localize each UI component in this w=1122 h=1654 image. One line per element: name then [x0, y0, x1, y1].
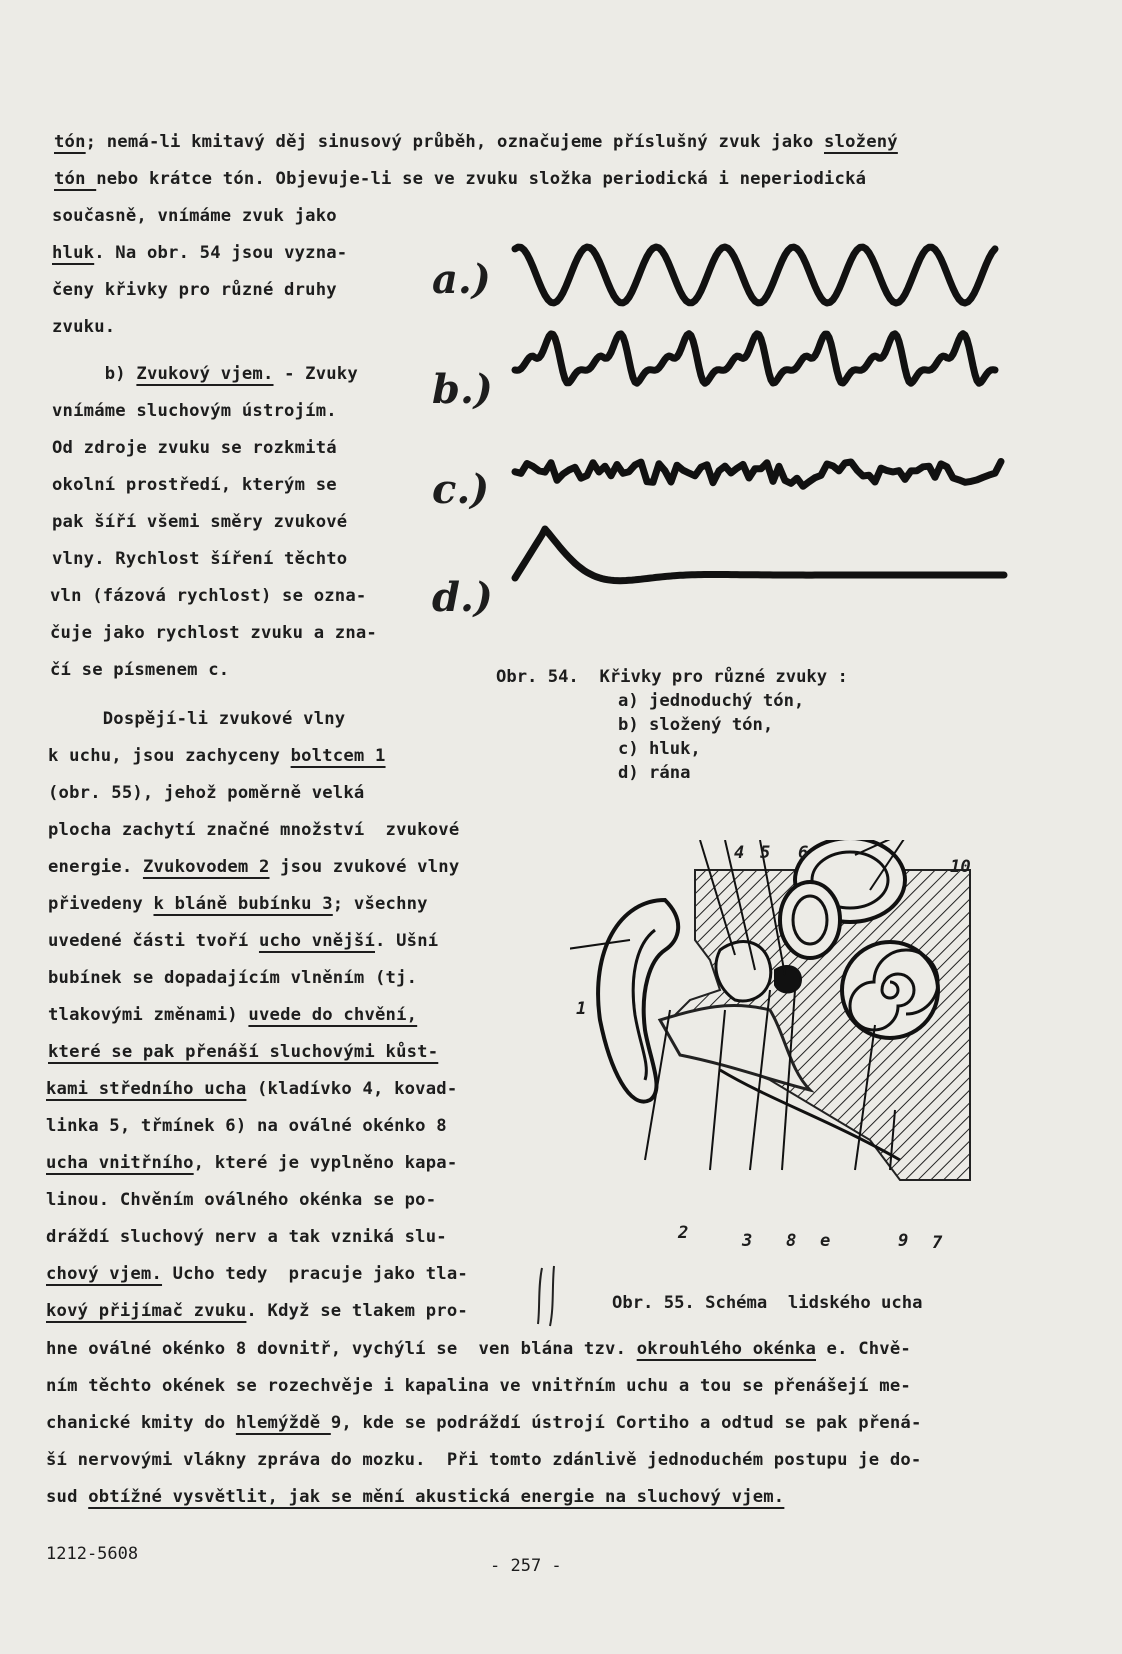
- body-line: [46, 1486, 784, 1508]
- text-segment: nebo krátce tón. Objevuje-li se ve zvuku složka periodická i neperiodická: [96, 169, 867, 189]
- text-segment: tlakovými změnami): [48, 1005, 249, 1025]
- body-line: [50, 622, 377, 644]
- body-line: [50, 708, 345, 730]
- text-segment: bubínek se dopadajícím vlněním (tj.: [48, 968, 418, 988]
- text-segment: čeny křivky pro různé druhy: [52, 280, 337, 300]
- body-line: [54, 131, 898, 153]
- text-segment: pak šíří všemi směry zvukové: [52, 512, 348, 532]
- text-segment: čuje jako rychlost zvuku a zna-: [50, 623, 377, 643]
- underlined-text: hlemýždě: [235, 1413, 331, 1433]
- text-segment: jsou zvukové vlny: [269, 857, 460, 877]
- page-number: - 257 -: [490, 1556, 562, 1576]
- text-segment: energie.: [48, 857, 143, 877]
- body-line: [48, 782, 364, 804]
- fig54-caption-item-c: c) hluk,: [618, 739, 701, 759]
- ear-label-7: 7: [932, 1233, 943, 1253]
- body-line: [50, 585, 366, 607]
- body-line: [52, 474, 337, 496]
- underlined-text: uvede do chvění,: [248, 1005, 418, 1025]
- ear-label-9: 9: [898, 1231, 909, 1251]
- curve-label-c: c.): [432, 466, 490, 513]
- text-segment: . Ušní: [375, 931, 439, 951]
- body-line: [50, 659, 229, 681]
- stapes: [775, 966, 801, 993]
- text-segment: plocha zachytí značné množství zvukové: [48, 820, 460, 840]
- ear-label-10: 10: [950, 857, 971, 877]
- ear-label-e: e: [820, 1231, 831, 1251]
- ear-label-5: 5: [760, 843, 771, 863]
- text-segment: 9, kde se podráždí ústrojí Cortiho a odtud se pak přená-: [330, 1413, 922, 1433]
- underlined-text: chový vjem.: [46, 1264, 163, 1284]
- curve-label-b: b.): [432, 366, 493, 413]
- cochlea: [842, 942, 938, 1038]
- body-line: [46, 1338, 911, 1360]
- body-line: [52, 242, 347, 264]
- body-line: [48, 819, 459, 841]
- text-segment: hne oválné okénko 8 dovnitř, vychýlí se ven blána tzv.: [46, 1339, 637, 1359]
- curve-bang: [515, 529, 1004, 581]
- underlined-text: ucha vnitřního: [46, 1153, 194, 1173]
- text-segment: přivedeny: [48, 894, 154, 914]
- text-segment: sud: [46, 1487, 89, 1507]
- underlined-text: Zvukovodem 2: [142, 857, 270, 877]
- body-line: [52, 400, 337, 422]
- margin-mark: [532, 1262, 568, 1328]
- semicircular-canal-2: [780, 882, 840, 958]
- body-line: [46, 1412, 922, 1434]
- ear-label-4: 4: [734, 843, 745, 863]
- fig54-caption-title: Obr. 54. Křivky pro různé zvuky :: [496, 667, 848, 687]
- body-line: [52, 511, 347, 533]
- sound-curves-figure: [510, 240, 1070, 640]
- text-segment: e. Chvě-: [816, 1339, 911, 1359]
- ear-label-8: 8: [786, 1231, 797, 1251]
- body-line: [48, 745, 386, 767]
- curve-complex-tone: [515, 334, 995, 384]
- text-segment: chanické kmity do: [46, 1413, 236, 1433]
- document-code: 1212-5608: [46, 1544, 139, 1564]
- curve-label-d: d.): [432, 574, 493, 621]
- text-segment: Ucho tedy pracuje jako tla-: [162, 1264, 468, 1284]
- text-segment: b): [52, 364, 137, 384]
- ear-schematic-figure: [570, 840, 990, 1260]
- text-segment: (kladívko 4, kovad-: [246, 1079, 458, 1099]
- fig54-caption-item-b: b) složený tón,: [618, 715, 774, 735]
- fig54-caption-item-a: a) jednoduchý tón,: [618, 691, 805, 711]
- text-segment: linka 5, třmínek 6) na oválné okénko 8: [46, 1116, 447, 1136]
- text-segment: . Když se tlakem pro-: [246, 1301, 468, 1321]
- body-line: [48, 856, 459, 878]
- text-segment: dráždí sluchový nerv a tak vzniká slu-: [46, 1227, 447, 1247]
- text-segment: Od zdroje zvuku se rozkmitá: [52, 438, 337, 458]
- ear-label-1: 1: [576, 999, 587, 1019]
- underlined-text: k bláně bubínku 3: [153, 894, 333, 914]
- auricle: [598, 900, 678, 1102]
- underlined-text: obtížné vysvětlit, jak se mění akustická energie na sluchový vjem.: [88, 1487, 785, 1507]
- underlined-text: hluk: [52, 243, 95, 263]
- text-segment: - Zvuky: [273, 364, 358, 384]
- body-line: [46, 1189, 436, 1211]
- text-segment: ; nemá-li kmitavý děj sinusový průběh, označujeme příslušný zvuk jako: [85, 132, 824, 152]
- text-segment: k uchu, jsou zachyceny: [48, 746, 291, 766]
- body-line: [46, 1152, 457, 1174]
- curve-noise: [515, 462, 1001, 487]
- body-line: [52, 279, 337, 301]
- underlined-text: tón: [54, 132, 86, 152]
- text-segment: vlny. Rychlost šíření těchto: [52, 549, 348, 569]
- body-line: [48, 930, 438, 952]
- body-line: [54, 168, 866, 190]
- body-line: [48, 1004, 417, 1026]
- body-line: [48, 1041, 438, 1063]
- body-line: [46, 1300, 468, 1322]
- text-segment: současně, vnímáme zvuk jako: [52, 206, 337, 226]
- body-line: [52, 316, 115, 338]
- ear-label-3: 3: [742, 1231, 753, 1251]
- body-line: [48, 967, 417, 989]
- text-segment: okolní prostředí, kterým se: [52, 475, 337, 495]
- body-line: [46, 1263, 468, 1285]
- underlined-text: kami středního ucha: [46, 1079, 247, 1099]
- underlined-text: ucho vnější: [258, 931, 375, 951]
- body-line: [46, 1078, 457, 1100]
- underlined-text: tón: [54, 169, 97, 189]
- text-segment: Dospějí-li zvukové vlny: [50, 709, 346, 729]
- text-segment: ním těchto okének se rozechvěje i kapalina ve vnitřním uchu a tou se přenášejí me-: [46, 1376, 911, 1396]
- curve-label-a: a.): [432, 256, 491, 303]
- underlined-text: které se pak přenáší sluchovými kůst-: [48, 1042, 439, 1062]
- body-line: [52, 437, 337, 459]
- ossicles: [716, 942, 771, 1001]
- text-segment: ; všechny: [332, 894, 428, 914]
- ear-label-6: 6: [798, 843, 809, 863]
- body-line: [46, 1375, 911, 1397]
- text-segment: uvedené části tvoří: [48, 931, 259, 951]
- fig54-caption-item-d: d) rána: [618, 763, 691, 783]
- text-segment: (obr. 55), jehož poměrně velká: [48, 783, 365, 803]
- underlined-text: boltcem 1: [290, 746, 386, 766]
- underlined-text: okrouhlého okénka: [636, 1339, 816, 1359]
- fig55-caption: Obr. 55. Schéma lidského ucha: [612, 1293, 923, 1313]
- curve-simple-tone: [515, 247, 995, 303]
- underlined-text: Zvukový vjem.: [136, 364, 274, 384]
- body-line: [52, 548, 347, 570]
- body-line: [48, 893, 428, 915]
- text-segment: vnímáme sluchovým ústrojím.: [52, 401, 337, 421]
- underlined-text: kový přijímač zvuku: [46, 1301, 247, 1321]
- underlined-text: složený: [824, 132, 898, 152]
- text-segment: zvuku.: [52, 317, 116, 337]
- text-segment: ší nervovými vlákny zpráva do mozku. Při tomto zdánlivě jednoduchém postupu je do-: [46, 1450, 922, 1470]
- body-line: [52, 205, 337, 227]
- text-segment: . Na obr. 54 jsou vyzna-: [94, 243, 348, 263]
- text-segment: linou. Chvěním oválného okénka se po-: [46, 1190, 437, 1210]
- text-segment: čí se písmenem c.: [50, 660, 230, 680]
- body-line: [46, 1115, 447, 1137]
- body-line: [52, 363, 358, 385]
- text-segment: vln (fázová rychlost) se ozna-: [50, 586, 367, 606]
- body-line: [46, 1449, 921, 1471]
- text-segment: , které je vyplněno kapa-: [193, 1153, 458, 1173]
- body-line: [46, 1226, 447, 1248]
- ear-label-2: 2: [678, 1223, 689, 1243]
